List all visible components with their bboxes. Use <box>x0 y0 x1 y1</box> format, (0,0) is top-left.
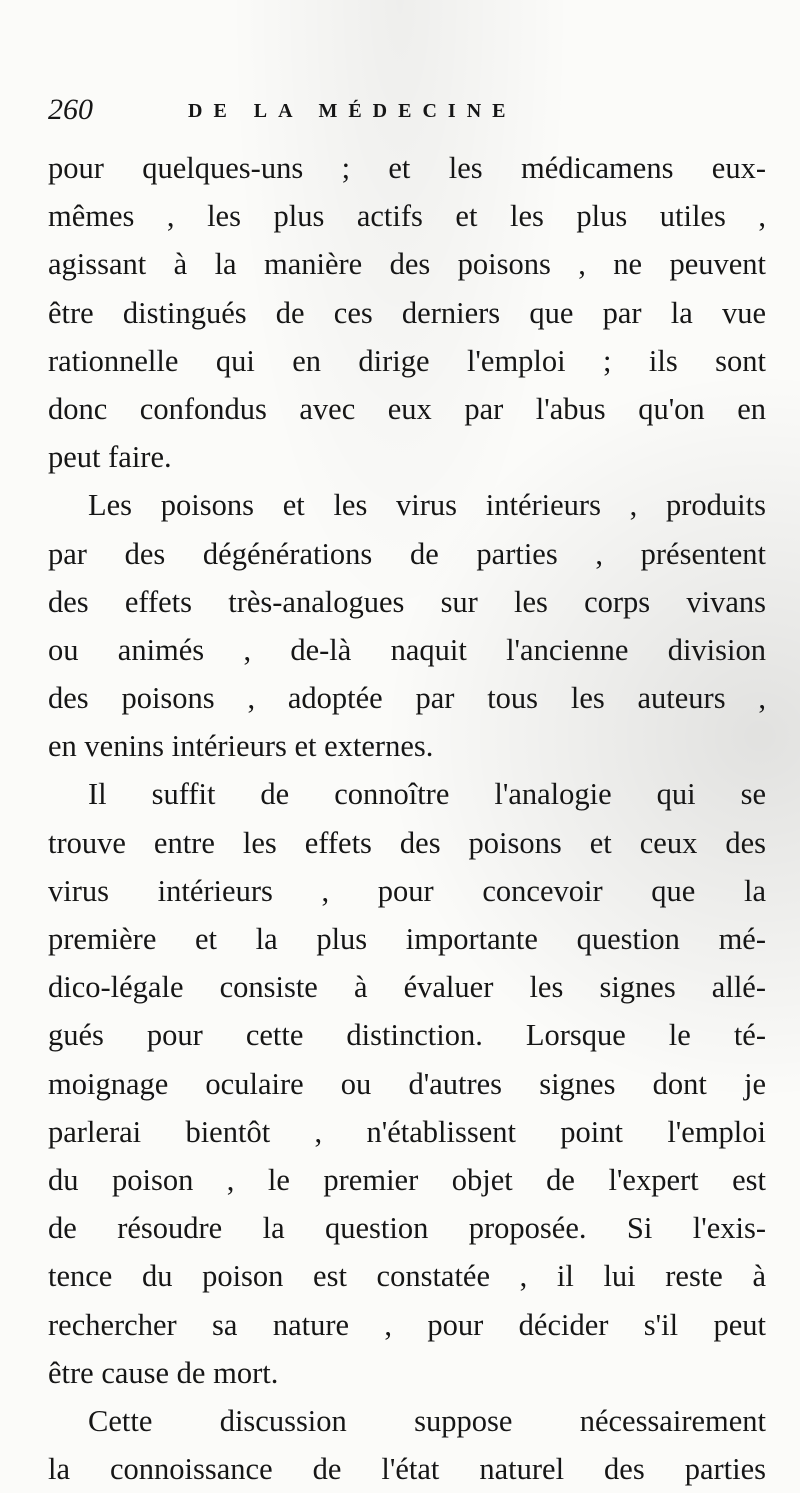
text-line: par des dégénérations de parties , présentent <box>48 536 766 571</box>
text-line: rationnelle qui en dirige l'emploi ; ils sont <box>48 343 766 378</box>
text-line: la connoissance de l'état naturel des parties <box>48 1452 766 1487</box>
text-line: en venins intérieurs et externes. <box>48 729 434 764</box>
text-line: du poison , le premier objet de l'expert est <box>48 1162 766 1197</box>
text-line: gués pour cette distinction. Lorsque le té- <box>48 1018 766 1053</box>
text-line: Cette discussion suppose nécessairement <box>88 1403 766 1438</box>
text-line: mêmes , les plus actifs et les plus utiles , <box>48 199 766 234</box>
text-line: parlerai bientôt , n'établissent point l'emploi <box>48 1114 766 1149</box>
text-line: Il suffit de connoître l'analogie qui se <box>88 777 766 812</box>
running-head: DE LA MÉDECINE <box>188 100 517 122</box>
text-line: Les poisons et les virus intérieurs , produits <box>88 488 766 523</box>
body-text <box>48 144 766 1493</box>
text-line: de résoudre la question proposée. Si l'exis- <box>48 1211 766 1246</box>
text-line: tence du poison est constatée , il lui reste à <box>48 1259 766 1294</box>
text-line: rechercher sa nature , pour décider s'il peut <box>48 1307 766 1342</box>
text-line: moignage oculaire ou d'autres signes dont je <box>48 1066 766 1101</box>
text-line: donc confondus avec eux par l'abus qu'on en <box>48 391 766 426</box>
page-header <box>48 88 768 132</box>
page-number: 260 <box>48 93 93 126</box>
text-line: peut faire. <box>48 440 172 475</box>
text-line: des effets très-analogues sur les corps vivans <box>48 584 766 619</box>
text-line: agissant à la manière des poisons , ne peuvent <box>48 247 766 282</box>
text-line: être cause de mort. <box>48 1355 279 1390</box>
text-line: des poisons , adoptée par tous les auteurs , <box>48 681 766 716</box>
text-line: pour quelques-uns ; et les médicamens eux- <box>48 151 766 185</box>
text-line: virus intérieurs , pour concevoir que la <box>48 873 766 908</box>
text-line: trouve entre les effets des poisons et ceux des <box>48 825 766 860</box>
text-line: être distingués de ces derniers que par la vue <box>48 295 766 330</box>
text-line: dico-légale consiste à évaluer les signes allé- <box>48 970 766 1005</box>
text-line: ou animés , de-là naquit l'ancienne division <box>48 632 766 667</box>
text-line: première et la plus importante question mé- <box>48 922 766 956</box>
